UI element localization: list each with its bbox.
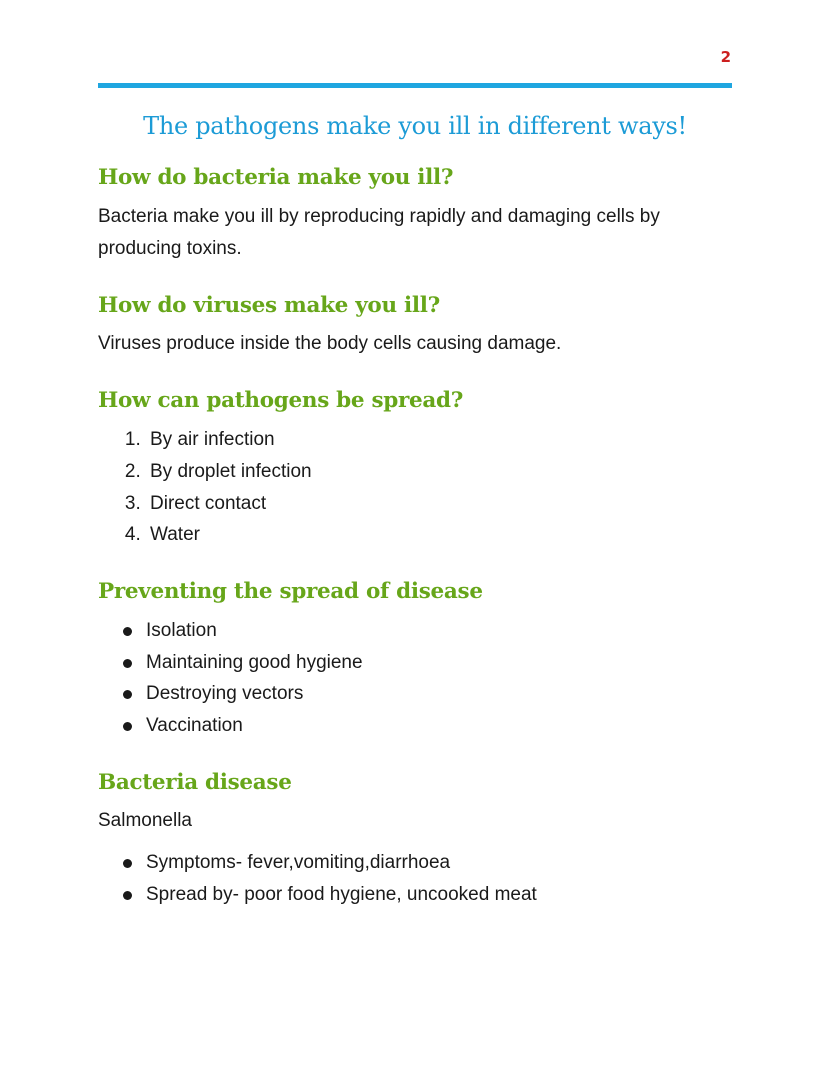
document-body <box>98 112 732 939</box>
bullet-icon <box>123 859 132 868</box>
bullet-icon <box>123 627 132 636</box>
section-viruses <box>98 293 732 361</box>
header-divider <box>98 83 732 88</box>
paragraph: Bacteria make you ill by reproducing rapidly and damaging cells by producing toxins. <box>98 205 660 259</box>
list-item-text: Vaccination <box>146 714 243 736</box>
section-bacteria-disease <box>98 770 732 911</box>
spacer <box>98 837 732 847</box>
section-preventing <box>98 579 732 742</box>
list-item: 4. Water <box>146 519 732 551</box>
section-heading: Preventing the spread of disease <box>98 579 483 604</box>
section-heading: How do viruses make you ill? <box>98 292 440 318</box>
section-heading: Bacteria disease <box>98 769 292 795</box>
paragraph: Salmonella <box>98 810 192 832</box>
list-item: 1. By air infection <box>146 424 732 456</box>
list-item: 2. By droplet infection <box>146 456 732 488</box>
section-spread <box>98 388 732 551</box>
list-item <box>146 615 732 647</box>
list-item: 3. Direct contact <box>146 488 732 520</box>
list-item-text: Symptoms- fever,vomiting,diarrhoea <box>146 852 451 874</box>
list-item-text: Spread by- poor food hygiene, uncooked meat <box>146 884 537 906</box>
paragraph: Viruses produce inside the body cells causing damage. <box>98 333 562 355</box>
list-item <box>146 678 732 710</box>
bullet-icon <box>123 722 132 731</box>
bullet-list <box>98 615 732 742</box>
list-item-text: Maintaining good hygiene <box>146 651 363 673</box>
page-number: 2 <box>720 48 731 66</box>
list-item-text: Isolation <box>146 619 217 641</box>
list-item <box>146 710 732 742</box>
list-item <box>146 879 732 911</box>
list-item-text: Destroying vectors <box>146 683 304 705</box>
bullet-icon <box>123 891 132 900</box>
section-heading: How do bacteria make you ill? <box>98 164 454 190</box>
bullet-icon <box>123 659 132 668</box>
section-bacteria <box>98 165 732 265</box>
page-title: The pathogens make you ill in different ways! <box>143 112 687 140</box>
list-item <box>146 847 732 879</box>
list-item <box>146 647 732 679</box>
numbered-list <box>98 424 732 551</box>
bullet-icon <box>123 690 132 699</box>
section-heading: How can pathogens be spread? <box>98 388 464 414</box>
bullet-list <box>98 847 732 910</box>
